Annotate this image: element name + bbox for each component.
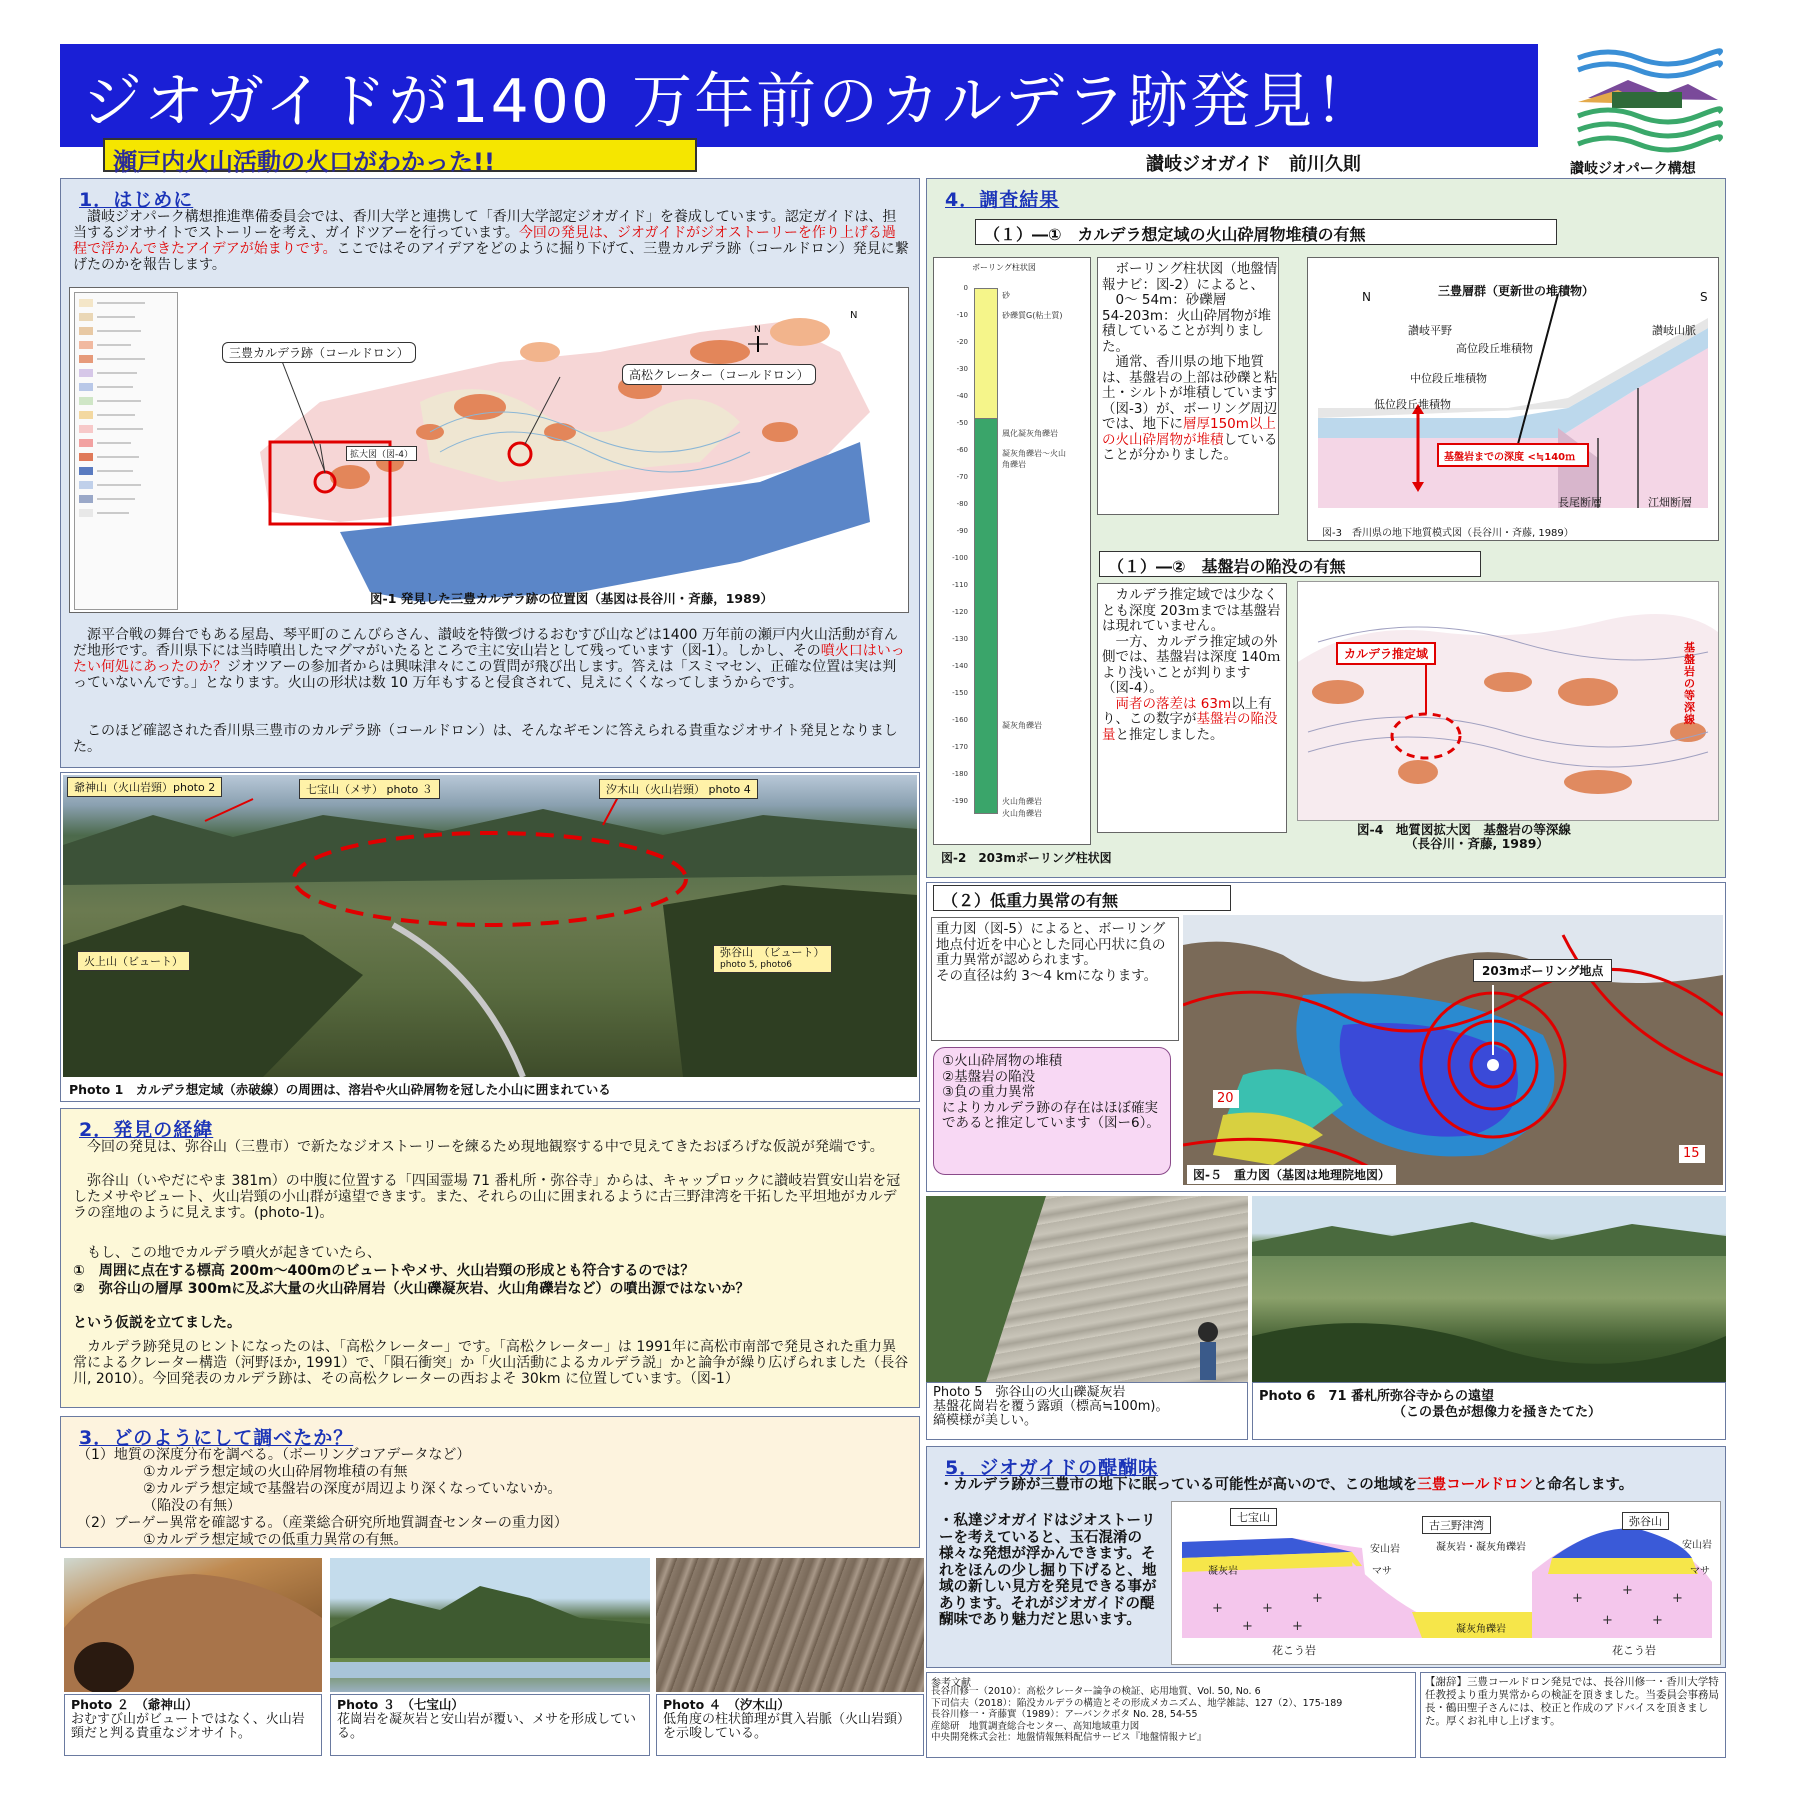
intro-text-red: 今回の発見は、ジオガイドがジオストーリーを作り上げる過程で浮かんできたアイデアが始まりです。 xyxy=(73,225,896,257)
fig3-caption: 図-3 香川県の地下地質模式図（長谷川・斉藤, 1989） xyxy=(1322,528,1574,539)
svg-text:N: N xyxy=(754,325,761,335)
logo xyxy=(1568,44,1726,156)
kanbotsu-text-b: 以上有り、この数字が xyxy=(1102,695,1272,727)
sand-gravel-layer xyxy=(974,288,998,420)
discovery-p3: もし、この地でカルデラ噴火が起きていたら、 xyxy=(73,1245,381,1261)
depth-tick-label: -70 xyxy=(956,473,968,481)
diagram-granite-r: 花こう岩 xyxy=(1612,1644,1656,1657)
geology-map xyxy=(180,292,906,610)
diagram-tuff-breccia: 凝灰岩・凝灰角礫岩 xyxy=(1436,1542,1526,1553)
boring-label-5: 凝灰角礫岩 xyxy=(1002,721,1042,730)
gravity-text: 重力図（図-5）によると、ボーリング地点付近を中心とした同心円状に負の重力異常が認められます。 その直径は約 3～4 kmになります。 xyxy=(936,921,1166,984)
photo6-caption-box xyxy=(1252,1382,1726,1440)
fig3-depth-label: 基盤岩までの深度 <≒140ｍ xyxy=(1444,452,1576,463)
photo5-caption-box xyxy=(926,1382,1248,1440)
appeal-p1-b: と命名します。 xyxy=(1532,1477,1634,1493)
photo4-image xyxy=(656,1558,924,1692)
intro-text-a: 讃岐ジオパーク構想推進準備委員会では、香川大学と連携して「香川大学認定ジオガイド」を養成しています。認定ガイドは、担当するジオサイトでストーリーを考え、ガイドツアーを行っています。 xyxy=(73,209,897,241)
photo2-caption-box xyxy=(64,1694,322,1756)
map-label-takamatsu: 高松クレーター（コールドロン） xyxy=(622,364,816,385)
fig4-caldera-tag: カルデラ推定域 xyxy=(1336,642,1436,665)
fig3-label-low: 低位段丘堆積物 xyxy=(1374,398,1451,411)
tag-jijinyama: 爺神山（火山岩頸）photo 2 xyxy=(67,777,222,797)
reference-item: 下司信夫（2018）：陥没カルデラの構造とその形成メカニズム、地学雑誌、127（2）、175-189 xyxy=(931,1697,1343,1709)
fig5-gravity-map xyxy=(1183,915,1723,1185)
fig3-label-mountains: 讃岐山脈 xyxy=(1652,324,1696,337)
svg-text:+: + xyxy=(1672,1591,1683,1606)
diagram-kosanno: 古三野津湾 xyxy=(1422,1516,1491,1534)
tag-shiokiyama: 汐木山（火山岩頸） photo 4 xyxy=(599,779,758,799)
fig4-caption-a: 図-4 地質図拡大図 基盤岩の等深線 xyxy=(1357,822,1571,837)
map-legend xyxy=(74,292,178,610)
section-heading: 1．はじめに xyxy=(79,189,194,211)
fig3-title: 三豊層群（更新世の堆積物） xyxy=(1438,284,1595,298)
subheading-3: （２）低重力異常の有無 xyxy=(933,885,1231,911)
logo-caption: 讃岐ジオパーク構想 xyxy=(1570,161,1696,177)
photo1-caption: Photo 1 カルデラ想定域（赤破線）の周囲は、溶岩や火山砕屑物を冠した小山に囲まれている xyxy=(69,1082,611,1097)
fig3-cross-section xyxy=(1307,257,1719,541)
subtitle-banner xyxy=(103,138,697,176)
boring-header: ボーリング柱状図 xyxy=(972,263,1036,272)
svg-text:+: + xyxy=(1652,1613,1663,1628)
section-heading: 3．どのようにして調べたか？ xyxy=(79,1427,354,1449)
boring-label-1: 砂 xyxy=(1002,291,1010,300)
boring-label-6: 火山角礫岩 xyxy=(1002,797,1042,806)
depth-tick-label: -130 xyxy=(952,635,968,643)
diagram-shippozan: 七宝山 xyxy=(1230,1508,1277,1526)
svg-text:+: + xyxy=(1292,1619,1303,1634)
diagram-masa-r: マサ xyxy=(1690,1566,1710,1577)
depth-tick-label: -150 xyxy=(952,689,968,697)
photo4-caption-box xyxy=(656,1694,924,1756)
references-title: 参考文献 xyxy=(931,1678,971,1689)
references-list xyxy=(931,1686,1413,1744)
section-heading: 4．調査結果 xyxy=(945,189,1060,211)
p2-text-red: 噴火口はいったい何処にあったのか？ xyxy=(73,643,905,675)
p2-text-b: ジオツアーの参加者からは興味津々にこの質問が飛び出します。答えは「スミマセン、正確な位置は実は判っていないんです。」となります。火山の形状は数 10 万年もすると侵食されて、見えにくくなってしまうからです。 xyxy=(73,659,897,691)
fig4-side-label: 基盤岩の等深線 xyxy=(1684,641,1695,726)
diagram-andesite-r: 安山岩 xyxy=(1682,1540,1712,1551)
fig5-contour-15: 15 xyxy=(1683,1146,1700,1161)
reference-item: 長谷川修一・斉藤實（1989）：アーバンクボタ No. 28, 54-55 xyxy=(931,1709,1198,1720)
geology-map-figure xyxy=(69,287,909,613)
depth-tick-label: -80 xyxy=(956,500,968,508)
title-banner xyxy=(60,44,1538,147)
tag-hiagesan: 火上山（ビュート） xyxy=(77,951,190,971)
depth-tick-label: -110 xyxy=(952,581,968,589)
page-title: ジオガイドが1400 万年前のカルデラ跡発見！ xyxy=(82,67,1377,137)
subtitle: 瀬戸内火山活動の火口がわかった!! xyxy=(113,148,495,176)
depth-tick-label: -60 xyxy=(956,446,968,454)
tag-iyadani-b: photo 5, photo6 xyxy=(720,960,792,970)
photo6-image xyxy=(1252,1196,1726,1382)
method-line-5: （2）ブーゲー異常を確認する。（産業総合研究所地質調査センターの重力図） xyxy=(77,1515,568,1531)
svg-text:+: + xyxy=(1242,1619,1253,1634)
acknowledgements-text: 【謝辞】三豊コールドロン発見では、長谷川修一・香川大学特任教授より重力異常からの検証を頂きました。当委員会事務局長・鶴田聖子さんには、校正と作成のアドバイスを頂きました。厚くお礼申し上げます。 xyxy=(1425,1676,1719,1727)
photo2-title: Photo ２ （爺神山） xyxy=(71,1697,198,1712)
caldera-diagram xyxy=(1171,1501,1721,1665)
fig5-caption: 図-５ 重力図（基図は地理院地図） xyxy=(1187,1165,1396,1184)
fig2-caption: 図-2 203mボーリング柱状図 xyxy=(941,851,1112,865)
kanbotsu-text-box xyxy=(1097,583,1287,833)
depth-tick-label: 0 xyxy=(963,284,968,292)
discovery-p1: 今回の発見は、弥谷山（三豊市）で新たなジオストーリーを練るため現地観察する中で見えてきたおぼろげな仮説が発端です。 xyxy=(73,1139,884,1155)
section-discovery xyxy=(60,1108,920,1408)
discovery-p2: 弥谷山（いやだにやま 381m）の中腹に位置する「四国霊場 71 番札所・弥谷寺」からは、キャップロックに讃岐岩質安山岩を冠したメサやビュート、火山岩頸の小山群が遠望できます。また、それらの山に囲まれるように古三野津湾を干拓した平坦地がカルデラの窪地のように見えます。(photo-1)。 xyxy=(73,1173,901,1221)
boring-text-box xyxy=(1097,257,1279,515)
fig3-label-nagao: 長尾断層 xyxy=(1558,496,1602,509)
photo5-image xyxy=(926,1196,1248,1382)
fig3-label-mid: 中位段丘堆積物 xyxy=(1410,372,1487,385)
section-gravity xyxy=(926,882,1726,1192)
intro-paragraph xyxy=(73,209,909,273)
depth-tick-label: -100 xyxy=(952,554,968,562)
photo5-caption: Photo 5 弥谷山の火山礫凝灰岩 基盤花崗岩を覆う露頭（標高≒100m)。 縞模様が美しい。 xyxy=(933,1385,1169,1428)
map-label-mitoyo: 三豊カルデラ跡（コールドロン） xyxy=(222,342,416,363)
hypothesis-3: という仮説を立てました。 xyxy=(73,1315,241,1331)
subheading-1: （１）―① カルデラ想定域の火山砕屑物堆積の有無 xyxy=(975,219,1557,245)
boring-label-2: 砂礫質G(粘土質) xyxy=(1002,311,1063,320)
depth-tick-label: -10 xyxy=(956,311,968,319)
diagram-iyadani: 弥谷山 xyxy=(1622,1512,1669,1530)
hypothesis-2: ② 弥谷山の層厚 300mに及ぶ大量の火山砕屑岩（火山礫凝灰岩、火山角礫岩など）の噴出源ではないか？ xyxy=(73,1281,750,1297)
depth-tick-label: -40 xyxy=(956,392,968,400)
hypothesis-1: ① 周囲に点在する標高 200m～400mのビュートやメサ、火山岩頸の形成とも符合するのでは？ xyxy=(73,1263,695,1279)
photo6-caption-a: Photo 6 71 番札所弥谷寺からの遠望 xyxy=(1259,1389,1495,1404)
boring-text-a: ボーリング柱状図（地盤情報ナビ：図-2）によると、 0～ 54m：砂礫層 54-203m：火山砕屑物が堆積していることが判りました。 通常、香川県の地下地質は、基盤岩の上部は砂礫と粘土・シルトが堆積しています（図-3）が、ボーリング周辺では、地下に xyxy=(1102,261,1278,432)
kanbotsu-text-a: カルデラ推定域では少なくとも深度 203ｍまでは基盤岩は現れていません。 一方、カルデラ推定域の外側では、基盤岩は深度 140ｍより浅いことが判ります（図-4）。 xyxy=(1102,587,1281,696)
depth-tick-label: -50 xyxy=(956,419,968,427)
kanbotsu-red-1: 両者の落差は 63m xyxy=(1115,695,1232,712)
photo3-text: 花崗岩を凝灰岩と安山岩が覆い、メサを形成している。 xyxy=(337,1712,637,1741)
tag-shippozan: 七宝山（メサ） photo ３ xyxy=(299,779,440,799)
boring-depth-scale xyxy=(934,258,974,846)
svg-text:+: + xyxy=(1602,1613,1613,1628)
svg-text:+: + xyxy=(1622,1583,1633,1598)
method-line-3: ②カルデラ想定域で基盤岩の深度が周辺より深くなっていないか。 xyxy=(143,1481,562,1497)
depth-tick-label: -120 xyxy=(952,608,968,616)
fig3-S: S xyxy=(1700,290,1708,304)
fig3-label-ebata: 江畑断層 xyxy=(1648,496,1692,509)
section-methods xyxy=(60,1416,920,1548)
photo4-text: 低角度の柱状節理が貫入岩脈（火山岩頸）を示唆している。 xyxy=(663,1712,911,1741)
depth-tick-label: -30 xyxy=(956,365,968,373)
photo3-caption-box xyxy=(330,1694,650,1756)
section-appeal xyxy=(926,1446,1726,1668)
photo2-image xyxy=(64,1558,322,1692)
section-heading: 2．発見の経緯 xyxy=(79,1119,214,1141)
gravity-text-box xyxy=(931,917,1179,1041)
photo3-title: Photo ３ （七宝山） xyxy=(337,1697,464,1712)
tag-iyadani xyxy=(713,945,832,973)
reference-item: 産総研 地質調査総合センター、高知地域重力図 xyxy=(931,1720,1140,1732)
kanbotsu-text xyxy=(1102,588,1284,743)
diagram-tuff-breccia-2: 凝灰角礫岩 xyxy=(1456,1624,1506,1635)
depth-tick-label: -190 xyxy=(952,797,968,805)
diagram-tuff-l: 凝灰岩 xyxy=(1208,1566,1238,1577)
volcanic-layer xyxy=(974,418,998,814)
intro-paragraph-3: このほど確認された香川県三豊市のカルデラ跡（コールドロン）は、そんなギモンに答えられる貴重なジオサイト発見となりました。 xyxy=(73,723,898,755)
section-results xyxy=(926,178,1726,878)
svg-text:+: + xyxy=(1572,1591,1583,1606)
depth-tick-label: -160 xyxy=(952,716,968,724)
subheading-2: （１）―② 基盤岩の陥没の有無 xyxy=(1099,551,1481,577)
fig5-boring-tag: 203mボーリング地点 xyxy=(1473,959,1612,982)
summary-box xyxy=(933,1047,1171,1175)
appeal-p2: ・私達ジオガイドはジオストーリーを考えていると、玉石混淆の様々な発想が浮かんできます。それをほんの少し掘り下げると、地域の新しい見方を発見できる事があります。それがジオガイドの醍醐味であり魅力だと思います。 xyxy=(939,1513,1157,1628)
north-arrow-label: N xyxy=(850,310,858,321)
map-label-zoom: 拡大図（図-4） xyxy=(346,446,417,461)
fig3-N: N xyxy=(1362,290,1371,304)
svg-text:+: + xyxy=(1312,1591,1323,1606)
kanbotsu-red-2: 基盤岩の陥没量 xyxy=(1102,711,1278,743)
boring-label-3: 風化凝灰角礫岩 xyxy=(1002,429,1058,438)
fig1-caption: 図-1 発見した三豊カルデラ跡の位置図（基図は長谷川・斉藤，1989） xyxy=(370,591,774,606)
diagram-granite-l: 花こう岩 xyxy=(1272,1644,1316,1657)
photo2-text: おむすび山がビュートではなく、火山岩頸だと判る貴重なジオサイト。 xyxy=(71,1712,305,1741)
reference-item: 中央開発株式会社：地盤情報無料配信サービス『地盤情報ナビ』 xyxy=(931,1732,1207,1743)
appeal-p1-red: 三豊コールドロン xyxy=(1417,1477,1533,1493)
section-heading: 5．ジオガイドの醍醐味 xyxy=(945,1457,1159,1479)
summary-text: ①火山砕屑物の堆積 ②基盤岩の陥没 ③負の重力異常 によりカルデラ跡の存在はほぼ確実であると推定しています（図ー6）。 xyxy=(942,1053,1160,1131)
depth-tick-label: -90 xyxy=(956,527,968,535)
appeal-p1-a: ・カルデラ跡が三豊市の地下に眠っている可能性が高いので、この地域を xyxy=(939,1477,1418,1493)
diagram-masa-l: マサ xyxy=(1372,1566,1392,1577)
photo6-caption-b: （この景色が想像力を掻きたてた） xyxy=(1393,1405,1602,1420)
boring-label-4: 凝灰角礫岩～火山角礫岩 xyxy=(1002,449,1066,469)
intro-text-b: ここではそのアイデアをどのように掘り下げて、三豊カルデラ跡（コールドロン）発見に繋げたのかを報告します。 xyxy=(73,241,909,273)
depth-tick-label: -180 xyxy=(952,770,968,778)
discovery-p4: カルデラ跡発見のヒントになったのは、「高松クレーター」です。「高松クレーター」は 1991年に高松市南部で発見された重力異常によるクレーター構造（河野ほか, 1991）で、「隕石衝突」か「火山活動によるカルデラ説」かと論争が繰り広げられました（長谷川, 2010）。今回発表のカルデラ跡は、その高松クレーターの西およそ 30km に位置しています。（図-1） xyxy=(73,1339,909,1387)
boring-text-red: 層厚150m以上の火山砕屑物が堆積 xyxy=(1102,416,1276,448)
kanbotsu-text-c: と推定しました。 xyxy=(1115,726,1224,743)
method-line-4: （陥没の有無） xyxy=(143,1498,241,1514)
intro-paragraph-2 xyxy=(73,627,909,691)
depth-tick-label: -20 xyxy=(956,338,968,346)
fig3-label-high: 高位段丘堆積物 xyxy=(1456,342,1533,355)
aerial-photo xyxy=(63,775,917,1077)
fig4-zoom-map xyxy=(1297,581,1719,821)
appeal-p1 xyxy=(939,1477,1719,1493)
svg-text:+: + xyxy=(1212,1601,1223,1616)
references-box xyxy=(926,1672,1416,1758)
boring-text-b: していることが分かりました。 xyxy=(1102,431,1278,463)
fig5-contour-20: 20 xyxy=(1217,1091,1234,1106)
fig3-label-plain: 讃岐平野 xyxy=(1408,324,1452,337)
photo3-image xyxy=(330,1558,650,1692)
boring-text xyxy=(1102,262,1278,464)
photo4-title: Photo ４ （汐木山） xyxy=(663,1697,790,1712)
reference-item: 長谷川修一（2010）：高松クレーター論争の検証、応用地質、Vol. 50, No. 6 xyxy=(931,1686,1261,1697)
depth-tick-label: -140 xyxy=(952,662,968,670)
acknowledgements-box xyxy=(1420,1672,1726,1758)
tag-iyadani-a: 弥谷山 （ビュート） xyxy=(720,946,825,959)
method-line-6: ①カルデラ想定域での低重力異常の有無。 xyxy=(143,1532,408,1548)
fig4-caption-b: （長谷川・斉藤, 1989） xyxy=(1405,836,1549,851)
method-line-1: （1）地質の深度分布を調べる。（ボーリングコアデータなど） xyxy=(77,1447,471,1463)
method-line-2: ①カルデラ想定域の火山砕屑物堆積の有無 xyxy=(143,1464,408,1480)
depth-tick-label: -170 xyxy=(952,743,968,751)
author: 讃岐ジオガイド 前川久則 xyxy=(1146,154,1361,175)
photo1-panel xyxy=(60,772,920,1102)
svg-text:+: + xyxy=(1262,1601,1273,1616)
diagram-andesite-l: 安山岩 xyxy=(1370,1544,1400,1555)
p2-text-a: 源平合戦の舞台でもある屋島、琴平町のこんぴらさん、讃岐を特徴づけるおむすび山などは1400 万年前の瀬戸内火山活動が育んだ地形です。香川県下には当時噴出したマグマがいたるところで主に安山岩として残っています（図-1）。しかし、その xyxy=(73,627,898,659)
section-introduction xyxy=(60,178,920,768)
boring-log-figure xyxy=(933,257,1091,845)
boring-label-7: 火山角礫岩 xyxy=(1002,809,1042,818)
